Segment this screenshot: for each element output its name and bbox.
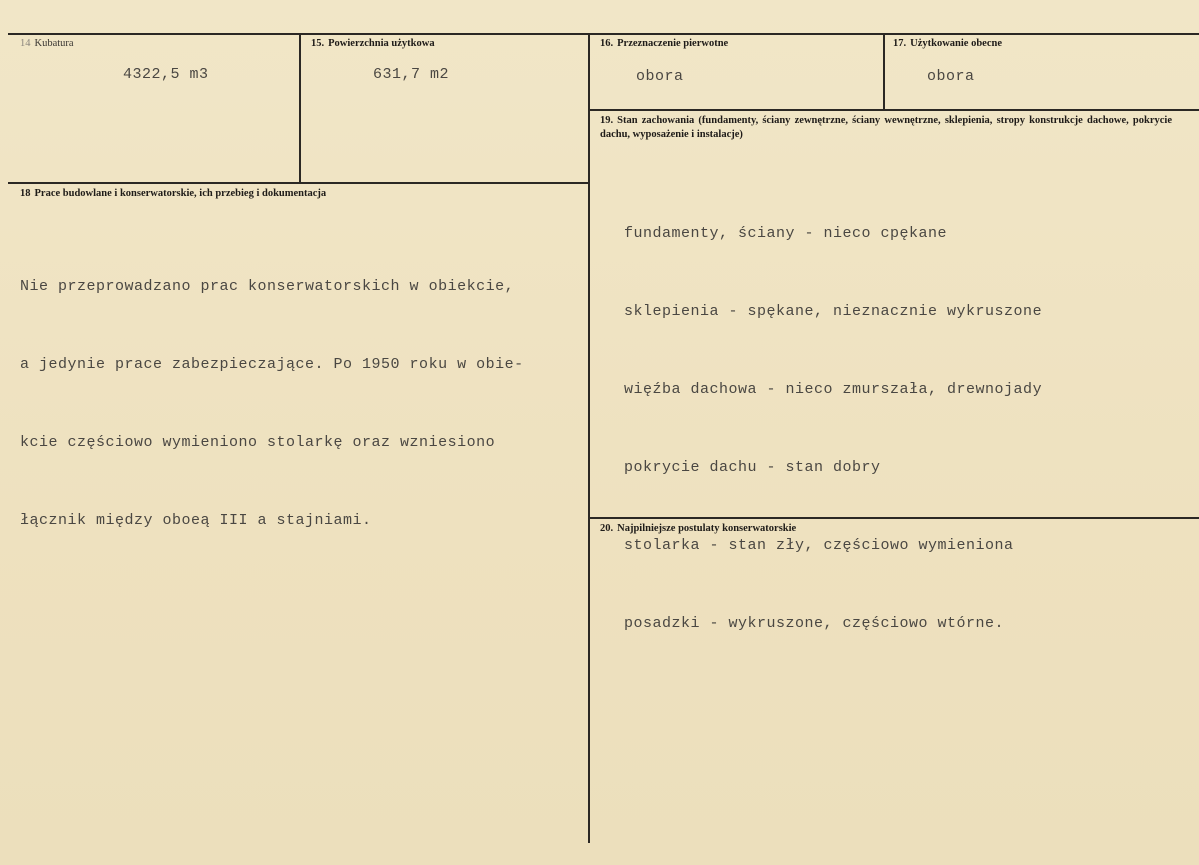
field-postulaty-title: Najpilniejsze postulaty konserwatorskie xyxy=(617,523,797,534)
field-prace-number: 18 xyxy=(20,188,31,199)
field-uzytkowanie-title: Użytkowanie obecne xyxy=(910,38,1002,49)
stan-line: fundamenty, ściany - nieco cpękane xyxy=(624,225,948,242)
field-uzytkowanie-label xyxy=(893,38,1002,49)
prace-line: Nie przeprowadzano prac konserwatorskich w obiekcie, xyxy=(20,278,515,295)
rule-above-19 xyxy=(590,109,1199,111)
field-uzytkowanie-number: 17. xyxy=(893,38,907,49)
field-kubatura-value: 4322,5 m3 xyxy=(123,66,209,83)
field-stan-number: 19. xyxy=(600,115,614,126)
prace-line: kcie częściowo wymieniono stolarkę oraz wzniesiono xyxy=(20,434,496,451)
field-powierzchnia-title: Powierzchnia użytkowa xyxy=(328,38,435,49)
rule-above-18 xyxy=(8,182,590,184)
stan-line: więźba dachowa - nieco zmurszała, drewnojady xyxy=(624,381,1043,398)
stan-line: sklepienia - spękane, nieznacznie wykruszone xyxy=(624,303,1043,320)
field-stan-label xyxy=(600,114,1172,142)
stan-line: stolarka - stan zły, częściowo wymieniona xyxy=(624,537,1014,554)
prace-line: łącznik między oboeą III a stajniami. xyxy=(20,512,372,529)
field-stan-title: Stan zachowania (fundamenty, ściany zewnętrzne, ściany wewnętrzne, sklepienia, stropy konstrukcje dachowe, pokrycie dachu, wyposażenie i instalacje) xyxy=(600,115,1172,140)
field-prace-label xyxy=(20,188,326,199)
stan-line: pokrycie dachu - stan dobry xyxy=(624,459,881,476)
field-powierzchnia-number: 15. xyxy=(311,38,325,49)
field-powierzchnia-value: 631,7 m2 xyxy=(373,66,450,83)
field-przeznaczenie-value: obora xyxy=(636,68,684,85)
field-postulaty-label xyxy=(600,523,796,534)
field-uzytkowanie-value: obora xyxy=(927,68,975,85)
field-postulaty-number: 20. xyxy=(600,523,614,534)
divider-14-15 xyxy=(299,33,301,182)
field-prace-title: Prace budowlane i konserwatorskie, ich przebieg i dokumentacja xyxy=(34,188,327,199)
top-rule xyxy=(8,33,1199,35)
field-kubatura-number: 14 xyxy=(20,38,31,49)
prace-line: a jedynie prace zabezpieczające. Po 1950 roku w obie- xyxy=(20,356,524,373)
field-prace-text xyxy=(20,222,524,586)
field-powierzchnia-label xyxy=(311,38,435,49)
field-przeznaczenie-title: Przeznaczenie pierwotne xyxy=(617,38,729,49)
field-kubatura-title: Kubatura xyxy=(34,38,74,49)
field-kubatura-label xyxy=(20,38,74,49)
field-stan-text xyxy=(624,169,1042,689)
stan-line: posadzki - wykruszone, częściowo wtórne. xyxy=(624,615,1005,632)
divider-16-17 xyxy=(883,33,885,111)
field-przeznaczenie-label xyxy=(600,38,728,49)
field-przeznaczenie-number: 16. xyxy=(600,38,614,49)
divider-left-right xyxy=(588,33,590,843)
